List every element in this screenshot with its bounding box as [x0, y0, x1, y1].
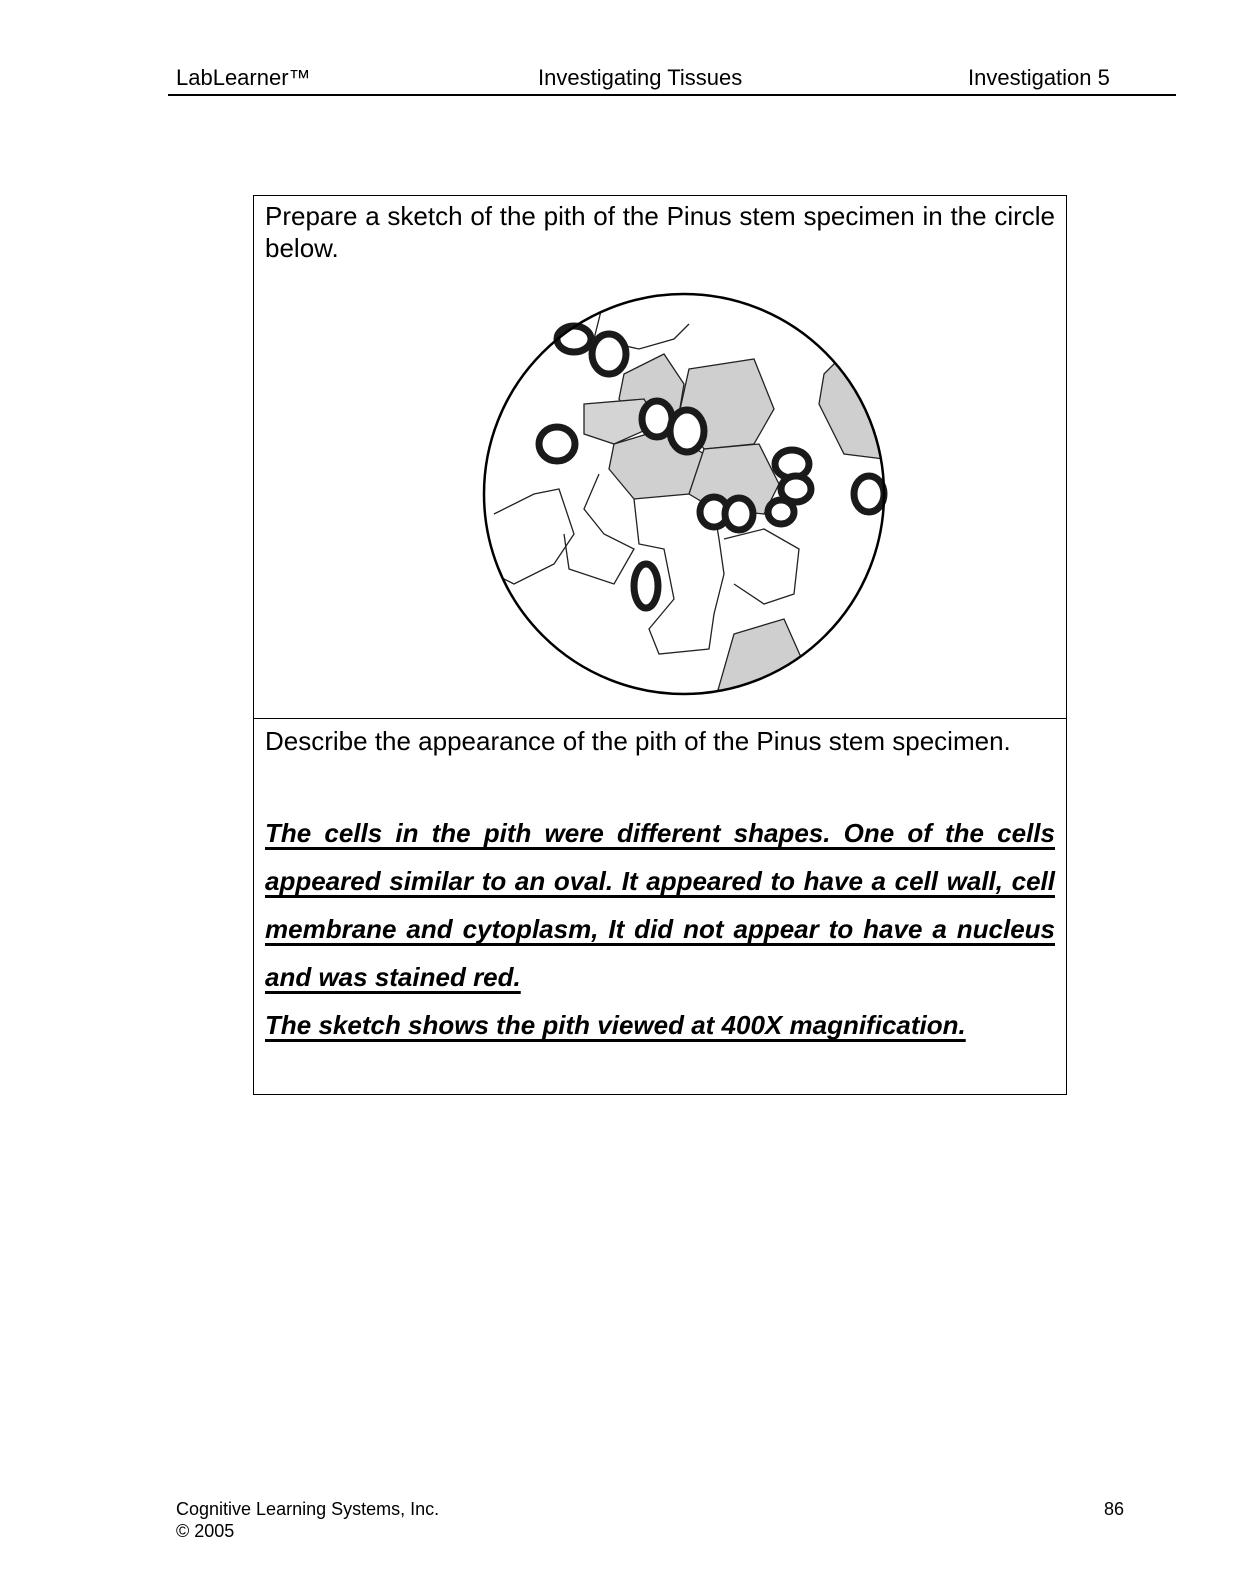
footer-copyright: © 2005: [176, 1521, 235, 1541]
worksheet-table: [253, 195, 1067, 1095]
stained-cell: [592, 334, 626, 374]
stained-cell: [634, 564, 658, 608]
header-investigation: Investigation 5: [968, 65, 1110, 90]
sketch-prompt: Prepare a sketch of the pith of the Pinus stem specimen in the circle below.: [265, 201, 1055, 263]
stained-cell: [557, 326, 591, 352]
stained-cell: [854, 476, 884, 512]
header-title: Investigating Tissues: [538, 65, 743, 90]
answer-magnification: The sketch shows the pith viewed at 400X magnification.: [265, 1010, 966, 1040]
sketch-cell: [254, 196, 1066, 719]
student-answer: [265, 809, 1055, 1049]
footer-company: Cognitive Learning Systems, Inc.: [176, 1499, 440, 1519]
header-divider: [168, 94, 1176, 96]
answer-paragraph: The cells in the pith were different shapes. One of the cells appeared similar to an oval. It appeared to have a cell wall, cell membrane and cytoplasm, It did not appear to have a nucleus and was stained red.: [265, 818, 1055, 992]
stained-cell: [768, 500, 794, 524]
description-cell: [254, 719, 1066, 1094]
page-number: 86: [1104, 1499, 1125, 1519]
stained-cell: [670, 410, 704, 452]
header-brand: LabLearner™: [176, 65, 311, 90]
stained-cell: [725, 498, 753, 530]
shaded-cell: [714, 619, 804, 704]
shaded-cell: [819, 344, 894, 459]
stained-cell: [539, 427, 575, 461]
describe-prompt: Describe the appearance of the pith of the Pinus stem specimen.: [265, 726, 1011, 756]
pith-sketch-image: [474, 284, 894, 704]
